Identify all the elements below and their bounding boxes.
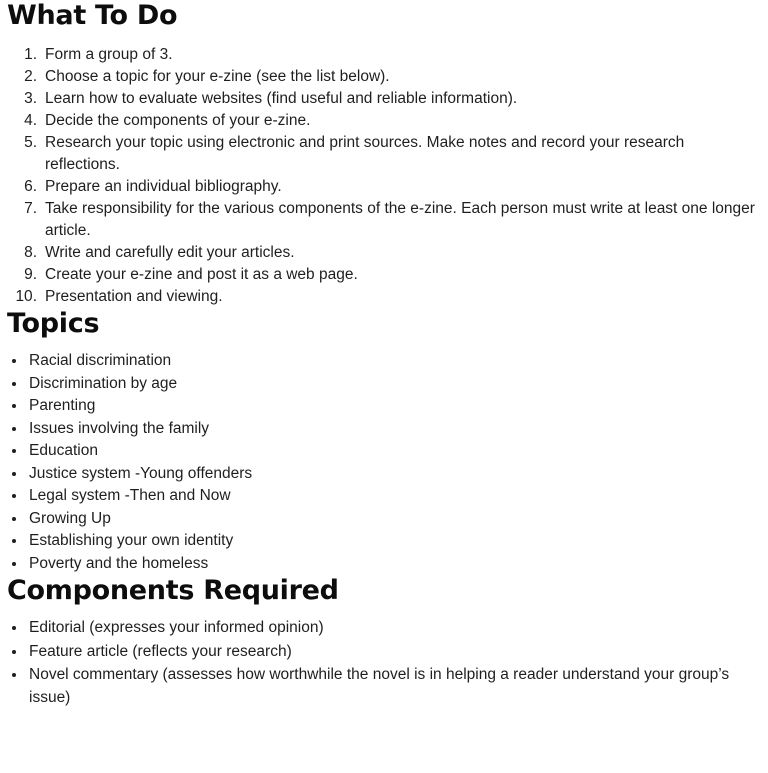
page-title: What To Do (7, 0, 178, 31)
list-item: Issues involving the family (7, 418, 760, 441)
list-item: Growing Up (7, 508, 760, 531)
list-item: Discrimination by age (7, 373, 760, 396)
list-item: Research your topic using electronic and print sources. Make notes and record your research reflections. (45, 134, 685, 173)
list-item: Prepare an individual bibliography. (45, 178, 282, 195)
list-item: Presentation and viewing. (45, 288, 223, 305)
list-item: Choose a topic for your e-zine (see the list below). (45, 68, 390, 85)
list-item: Write and carefully edit your articles. (45, 244, 295, 261)
topics-heading: Topics (7, 308, 100, 339)
list-item: Feature article (reflects your research) (7, 641, 760, 664)
components-required-list (7, 617, 760, 709)
list-item: Racial discrimination (7, 350, 760, 373)
what-to-do-list (7, 44, 760, 308)
list-item: Editorial (expresses your informed opinion) (7, 617, 760, 640)
list-item: Poverty and the homeless (7, 553, 760, 576)
components-required-heading: Components Required (7, 575, 339, 606)
list-item: Establishing your own identity (7, 530, 760, 553)
list-item: Form a group of 3. (45, 46, 173, 63)
topics-list (7, 350, 760, 575)
list-item: Decide the components of your e-zine. (45, 112, 311, 129)
list-item: Learn how to evaluate websites (find useful and reliable information). (45, 90, 518, 107)
list-item: Legal system -Then and Now (7, 485, 760, 508)
list-item: Justice system -Young offenders (7, 463, 760, 486)
list-item: Novel commentary (assesses how worthwhile the novel is in helping a reader understand your group’s issue) (7, 664, 760, 709)
list-item: Create your e-zine and post it as a web page. (45, 266, 358, 283)
list-item: Parenting (7, 395, 760, 418)
list-item: Education (7, 440, 760, 463)
list-item: Take responsibility for the various components of the e-zine. Each person must write at least one longer article. (45, 200, 755, 239)
